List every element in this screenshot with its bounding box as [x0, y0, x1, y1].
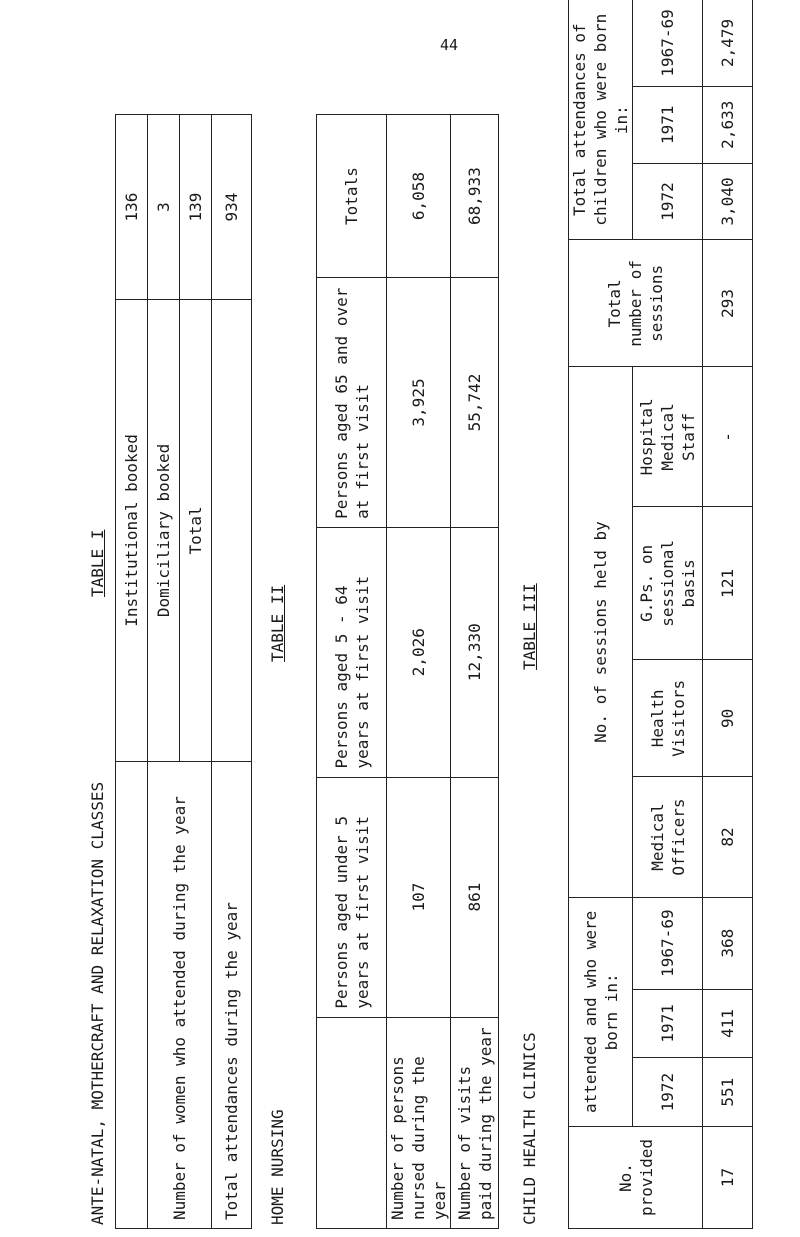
visits-under5: 861	[451, 777, 499, 1017]
medical-officers-value: 82	[703, 777, 753, 897]
visits-total: 68,933	[451, 115, 499, 278]
attended-header: attended and who were born in:	[569, 897, 633, 1126]
total-sessions-value: 293	[703, 240, 753, 367]
sessions-header: No. of sessions held by	[569, 367, 633, 897]
nursed-65plus: 3,925	[387, 278, 451, 528]
col-header-under5: Persons aged under 5 years at first visit	[317, 777, 387, 1017]
col-header-5to64: Persons aged 5 - 64 years at first visit	[317, 527, 387, 777]
col-header-65plus: Persons aged 65 and over at first visit	[317, 278, 387, 528]
section2-table-label: TABLE II	[268, 584, 287, 662]
col-header-totals: Totals	[317, 115, 387, 278]
attended-1967-69-value: 368	[703, 897, 753, 989]
sessions-medical-officers: Medical Officers	[633, 777, 703, 897]
provided-value: 17	[703, 1127, 753, 1229]
attended-1972-value: 551	[703, 1058, 753, 1127]
attendances-1972-value: 3,040	[703, 163, 753, 240]
col-header-domiciliary: Domiciliary booked	[148, 299, 180, 761]
visits-65plus: 55,742	[451, 278, 499, 528]
attended-year-1971: 1971	[633, 989, 703, 1058]
section3-title: CHILD HEALTH CLINICS	[520, 1032, 539, 1225]
attendances-blank	[212, 299, 252, 761]
section2-title: HOME NURSING	[268, 1109, 287, 1225]
attendance-year-1972: 1972	[633, 163, 703, 240]
table-3	[568, 0, 753, 1229]
domiciliary-women-value: 3	[148, 115, 180, 300]
attendances-1967-69-value: 2,479	[703, 0, 753, 86]
attended-1971-value: 411	[703, 989, 753, 1058]
attendances-1971-value: 2,633	[703, 86, 753, 163]
col-header-total: Total	[180, 299, 212, 761]
visits-5to64: 12,330	[451, 527, 499, 777]
row-label-persons-nursed: Number of persons nursed during the year	[387, 1017, 451, 1228]
attendances-header: Total attendances of children who were born in:	[569, 0, 633, 240]
nursed-5to64: 2,026	[387, 527, 451, 777]
provided-header: No. provided	[569, 1127, 703, 1229]
attended-year-1972: 1972	[633, 1058, 703, 1127]
section1-title: ANTE-NATAL, MOTHERCRAFT AND RELAXATION CLASSES	[88, 781, 107, 1225]
nursed-under5: 107	[387, 777, 451, 1017]
table-1	[115, 114, 252, 1229]
total-attendances-value: 934	[212, 115, 252, 300]
page-number: 44	[440, 36, 459, 54]
institutional-women-value: 136	[116, 115, 148, 300]
header-blank	[116, 761, 148, 1228]
hospital-staff-value: -	[703, 367, 753, 507]
total-women-value: 139	[180, 115, 212, 300]
attended-year-1967-69: 1967-69	[633, 897, 703, 989]
gps-value: 121	[703, 507, 753, 660]
row-label-women: Number of women who attended during the year	[148, 761, 212, 1228]
header-blank-2	[317, 1017, 387, 1228]
section3-table-label: TABLE III	[520, 583, 539, 670]
sessions-health-visitors: Health Visitors	[633, 660, 703, 777]
attendance-year-1967-69: 1967-69	[633, 0, 703, 86]
row-label-attendances: Total attendances during the year	[212, 761, 252, 1228]
section1-table-label: TABLE I	[88, 529, 107, 597]
col-header-institutional: Institutional booked	[116, 299, 148, 761]
total-sessions-header: Total number of sessions	[569, 240, 703, 367]
health-visitors-value: 90	[703, 660, 753, 777]
sessions-gps: G.Ps. on sessional basis	[633, 507, 703, 660]
table-2	[316, 114, 499, 1229]
sessions-hospital-staff: Hospital Medical Staff	[633, 367, 703, 507]
nursed-total: 6,058	[387, 115, 451, 278]
row-label-visits: Number of visits paid during the year	[451, 1017, 499, 1228]
attendance-year-1971: 1971	[633, 86, 703, 163]
